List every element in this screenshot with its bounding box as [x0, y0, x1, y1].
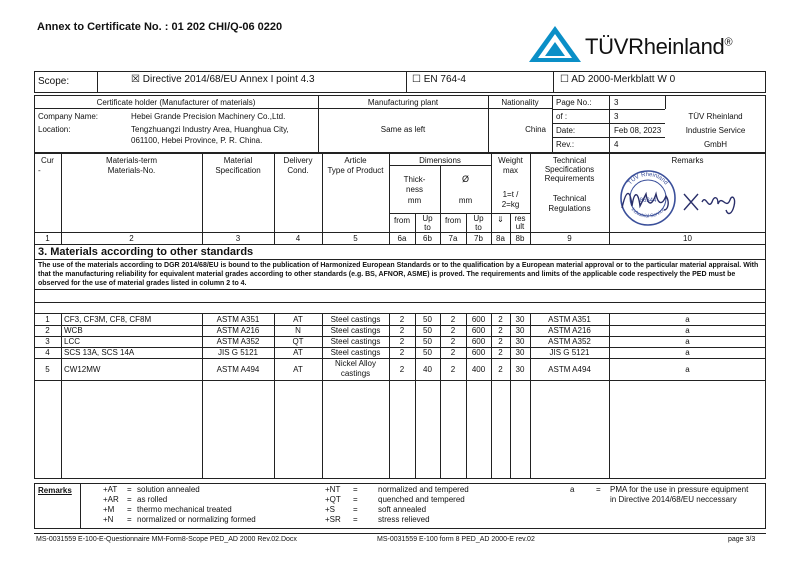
svg-text:Industrial Service: Industrial Service — [629, 206, 667, 220]
row-cur: 3 — [45, 337, 50, 346]
col-weight3: 1=t / — [502, 190, 519, 199]
col-weight-ult: ult — [515, 222, 525, 231]
row-thick-from: 2 — [399, 326, 405, 335]
legend-eq: = — [353, 485, 358, 494]
issuer-line3: GmbH — [703, 140, 728, 149]
row-thick-from: 2 — [399, 337, 405, 346]
col-num-6a: 6a — [397, 234, 407, 243]
col-weight-res: res — [514, 214, 526, 223]
row-spec: ASTM A216 — [216, 326, 260, 335]
scope-option-en764[interactable] — [412, 74, 466, 85]
col-thick-up: Up — [422, 214, 433, 223]
col-thick-from: from — [394, 216, 410, 225]
scope-label: Scope: — [38, 76, 70, 87]
col-tech2: Specifications — [544, 165, 595, 174]
col-num-7b: 7b — [474, 234, 483, 243]
row-material: CF3, CF3M, CF8, CF8M — [64, 315, 152, 324]
row-thick-to: 50 — [423, 348, 432, 357]
col-dia-to: to — [475, 223, 482, 232]
section-title: 3. Materials according to other standards — [38, 246, 254, 258]
row-dia-from: 2 — [450, 348, 456, 357]
row-tech: ASTM A216 — [548, 326, 591, 335]
row-dia-from: 2 — [450, 315, 456, 324]
row-cur: 5 — [45, 365, 50, 374]
col-article2: Type of Product — [327, 166, 384, 175]
tuv-logo-text — [585, 34, 732, 60]
legend-eq: = — [353, 505, 358, 514]
page-of-value: 3 — [614, 112, 619, 121]
col-weight4: 2=kg — [501, 200, 520, 209]
row-dia-from: 2 — [450, 326, 456, 335]
row-material: WCB — [64, 326, 83, 335]
col-delivery2: Cond. — [287, 166, 309, 175]
row-thick-from: 2 — [399, 365, 405, 374]
scope-option-ped-label: Directive 2014/68/EU Annex I point 4.3 — [142, 74, 315, 85]
col-num-8a: 8a — [496, 234, 505, 243]
col-delivery1: Delivery — [283, 156, 313, 165]
col-tech3: Requirements — [544, 174, 595, 183]
row-tech: ASTM A494 — [548, 365, 591, 374]
checkbox-icon[interactable]: ☐ — [412, 74, 421, 85]
row-thick-to: 50 — [423, 315, 432, 324]
logo-name: TÜVRheinland — [585, 34, 725, 59]
row-article: Nickel Alloy castings — [335, 359, 376, 378]
page-no-label: Page No.: — [556, 98, 592, 107]
row-dia-to: 600 — [471, 326, 486, 335]
row-dia-from: 2 — [450, 365, 456, 374]
legend-a-text1: PMA for the use in pressure equipment — [610, 485, 749, 494]
row-remark: a — [685, 365, 690, 374]
row-tech: JIS G 5121 — [549, 348, 590, 357]
nationality-header: Nationality — [501, 98, 539, 107]
legend-text: normalized or normalizing formed — [137, 515, 256, 524]
legend-text: normalized and tempered — [378, 485, 469, 494]
row-weight-result: 30 — [515, 348, 525, 357]
svg-text:86344: 86344 — [639, 198, 657, 204]
col-dimensions: Dimensions — [419, 156, 461, 165]
row-cur: 2 — [45, 326, 50, 335]
page-of-label: of : — [556, 112, 568, 121]
diameter-icon: Ø — [461, 174, 469, 184]
col-spec1: Material — [223, 156, 253, 165]
legend-eq: = — [127, 485, 132, 494]
legend-code: +AT — [103, 485, 118, 494]
col-num-8b: 8b — [515, 234, 525, 243]
row-material: SCS 13A, SCS 14A — [64, 348, 135, 357]
company-value: Hebei Grande Precision Machinery Co.,Ltd. — [131, 112, 286, 121]
col-num-3: 3 — [235, 234, 241, 243]
row-dia-to: 600 — [471, 315, 486, 324]
legend-code: +NT — [325, 485, 341, 494]
legend-text: solution annealed — [137, 485, 200, 494]
company-label: Company Name: — [38, 112, 99, 121]
row-material: CW12MW — [64, 365, 101, 374]
date-value: Feb 08, 2023 — [614, 126, 662, 135]
col-thick1: Thick- — [403, 175, 426, 184]
row-cond: AT — [293, 348, 303, 357]
row-weight-unit: 2 — [498, 337, 503, 346]
row-cur: 4 — [45, 348, 50, 357]
legend-text: as rolled — [137, 495, 168, 504]
col-num-10: 10 — [683, 234, 692, 243]
row-remark: a — [685, 315, 690, 324]
col-tech1: Technical — [552, 156, 587, 165]
row-cond: AT — [293, 365, 303, 374]
plant-header: Manufacturing plant — [367, 98, 439, 107]
rev-label: Rev.: — [556, 140, 575, 149]
legend-code: +S — [325, 505, 336, 514]
row-weight-result: 30 — [515, 326, 525, 335]
col-dia-from: from — [445, 216, 461, 225]
legend-a-code: a — [570, 485, 575, 494]
row-remark: a — [685, 348, 690, 357]
legend-a-eq: = — [596, 485, 601, 494]
legend-code: +M — [103, 505, 115, 514]
col-thick3: mm — [407, 196, 422, 205]
footer-doc-id: MS-0031559 E-100-E-Questionnaire MM-Form8-Scope PED_AD 2000 Rev.02.Docx — [36, 536, 297, 543]
legend-a-text2: in Directive 2014/68/EU neccessary — [610, 495, 737, 504]
col-weight2: max — [502, 166, 519, 175]
rev-value: 4 — [614, 140, 619, 149]
row-spec: ASTM A352 — [216, 337, 260, 346]
remarks-title: Remarks — [38, 486, 72, 495]
row-spec: ASTM A351 — [216, 315, 260, 324]
footer-page: page 3/3 — [728, 536, 756, 543]
col-num-4: 4 — [295, 234, 301, 243]
col-weight1: Weight — [498, 156, 523, 165]
page-no-value: 3 — [614, 98, 619, 107]
scope-option-ad2000[interactable] — [560, 74, 675, 85]
col-article1: Article — [344, 156, 367, 165]
row-cond: AT — [293, 315, 303, 324]
location-line2: 061100, Hebei Province, P. R. China. — [131, 136, 263, 145]
col-dia-unit: mm — [458, 196, 473, 205]
date-label: Date: — [556, 126, 576, 135]
col-remarks: Remarks — [671, 156, 704, 165]
legend-text: stress relieved — [378, 515, 430, 524]
row-weight-unit: 2 — [498, 326, 503, 335]
legend-code: +N — [103, 515, 114, 524]
col-thick-to: to — [424, 223, 431, 232]
holder-header: Certificate holder (Manufacturer of materials) — [96, 98, 256, 107]
row-tech: ASTM A351 — [548, 315, 591, 324]
legend-code: +QT — [325, 495, 341, 504]
row-thick-to: 40 — [423, 365, 432, 374]
checkbox-icon[interactable]: ☐ — [560, 74, 569, 85]
legend-eq: = — [127, 505, 132, 514]
legend-text: soft annealed — [378, 505, 427, 514]
row-spec: JIS G 5121 — [217, 348, 259, 357]
row-weight-result: 30 — [515, 315, 525, 324]
row-article: Steel castings — [330, 348, 381, 357]
row-article: Steel castings — [330, 326, 381, 335]
col-num-1: 1 — [45, 234, 50, 243]
legend-eq: = — [127, 515, 132, 524]
issuer-line2: Industrie Service — [685, 126, 746, 135]
col-num-2: 2 — [129, 234, 134, 243]
col-num-7a: 7a — [448, 234, 458, 243]
row-dia-to: 600 — [471, 337, 486, 346]
legend-eq: = — [127, 495, 132, 504]
location-label: Location: — [38, 125, 71, 134]
row-dia-to: 600 — [471, 348, 486, 357]
row-dia-from: 2 — [450, 337, 456, 346]
col-cur-dash: - — [38, 166, 41, 175]
legend-text: quenched and tempered — [378, 495, 465, 504]
scope-option-ped[interactable] — [131, 74, 315, 85]
checked-box-icon[interactable]: ☒ — [131, 74, 140, 85]
col-num-6b: 6b — [423, 234, 432, 243]
legend-eq: = — [353, 515, 358, 524]
row-weight-unit: 2 — [498, 348, 503, 357]
location-line1: Tengzhuangzi Industry Area, Huanghua City, — [131, 125, 289, 134]
col-materials-no: Materials-No. — [107, 166, 156, 175]
issuer-line1: TÜV Rheinland — [688, 112, 743, 121]
legend-eq: = — [353, 495, 358, 504]
row-thick-to: 50 — [423, 326, 432, 335]
row-spec: ASTM A494 — [216, 365, 260, 374]
row-weight-result: 30 — [515, 365, 525, 374]
row-cond: QT — [292, 337, 304, 346]
annex-title: Annex to Certificate No. : 01 202 CHI/Q-06 0220 — [37, 21, 283, 33]
section-note: The use of the materials according to DGR 2014/68/EU is bound to the publication of Harmonized European Standards or to the qualification by a European material approval or to the particular material appraisal. With that the manufacturing reliability for equivalent material grades according to other standards (e.g. BS, AFNOR, ASME) is proved. The requirements and limits of the applicable code respectively the PED must be observed for the use of material grades listed in column 2 to 4. — [38, 262, 759, 287]
col-cur: Cur — [41, 156, 54, 165]
legend-code: +SR — [325, 515, 341, 524]
row-article: Steel castings — [330, 315, 381, 324]
col-spec2: Specification — [215, 166, 261, 175]
row-thick-from: 2 — [399, 315, 405, 324]
scope-option-en764-label: EN 764-4 — [423, 74, 466, 85]
scope-option-ad2000-label: AD 2000-Merkblatt W 0 — [571, 74, 676, 85]
col-dia-up: Up — [473, 214, 484, 223]
col-num-9: 9 — [567, 234, 572, 243]
col-tech5: Regulations — [548, 204, 591, 213]
row-cur: 1 — [45, 315, 50, 324]
nationality-value: China — [525, 125, 546, 134]
tuv-logo-triangle-icon — [527, 24, 583, 64]
row-remark: a — [685, 326, 690, 335]
svg-text:TÜV Rheinland: TÜV Rheinland — [627, 171, 669, 187]
row-remark: a — [685, 337, 690, 346]
row-thick-from: 2 — [399, 348, 405, 357]
row-material: LCC — [64, 337, 81, 346]
col-thick2: ness — [406, 185, 423, 194]
col-tech4: Technical — [552, 194, 587, 203]
legend-text: thermo mechanical treated — [137, 505, 232, 514]
col-materials-term: Materials-term — [105, 156, 158, 165]
row-tech: ASTM A352 — [548, 337, 591, 346]
footer-form-id: MS-0031559 E-100 form 8 PED_AD 2000-E rev.02 — [377, 536, 535, 543]
col-num-5: 5 — [353, 234, 358, 243]
plant-value: Same as left — [380, 125, 426, 134]
down-arrow-icon: ⇓ — [497, 215, 504, 224]
legend-code: +AR — [103, 495, 119, 504]
row-cond: N — [295, 326, 301, 335]
row-thick-to: 50 — [423, 337, 432, 346]
row-weight-unit: 2 — [498, 365, 503, 374]
row-dia-to: 400 — [471, 365, 486, 374]
row-weight-result: 30 — [515, 337, 525, 346]
logo-registered: ® — [724, 36, 733, 49]
row-article: Steel castings — [330, 337, 381, 346]
row-weight-unit: 2 — [498, 315, 503, 324]
signature — [618, 180, 748, 220]
